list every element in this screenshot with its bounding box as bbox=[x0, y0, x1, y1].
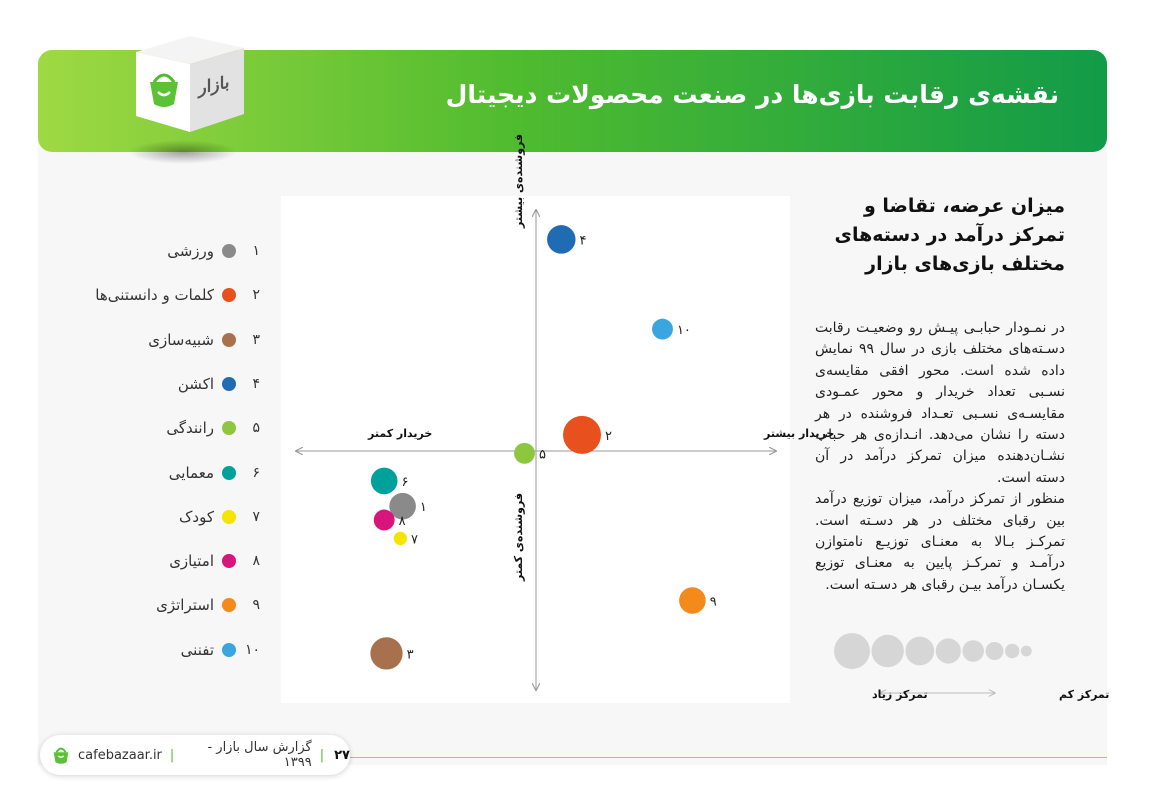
footer-separator: | bbox=[319, 747, 325, 763]
legend-item bbox=[169, 462, 260, 484]
legend-item bbox=[148, 329, 260, 351]
bubble-label: ۱۰ bbox=[676, 323, 691, 339]
circle-icon bbox=[222, 377, 236, 391]
legend-label: ورزشی bbox=[167, 242, 214, 260]
legend-label: کودک bbox=[179, 507, 214, 526]
side-description bbox=[815, 318, 1065, 596]
bubble-point bbox=[563, 416, 601, 454]
side-heading: میزان عرضه، تقاضا و تمرکز درآمد در دسته‌های مختلف بازی‌های بازار bbox=[834, 195, 1065, 275]
bubble-series bbox=[370, 225, 716, 669]
scale-dot bbox=[1005, 644, 1019, 658]
legend-number: ۸ bbox=[252, 553, 260, 570]
bubble-label: ۴ bbox=[579, 233, 587, 249]
circle-icon bbox=[222, 554, 236, 568]
bubble-label: ۶ bbox=[401, 474, 409, 490]
bubble-point bbox=[371, 468, 398, 495]
bubble-point bbox=[514, 443, 535, 464]
legend-number: ۲ bbox=[252, 287, 260, 304]
legend-label: تفننی bbox=[180, 640, 214, 659]
legend-label: استراتژی bbox=[156, 596, 214, 615]
bubble-point bbox=[374, 510, 395, 531]
legend-item bbox=[156, 594, 260, 616]
scale-dots bbox=[834, 633, 1032, 669]
bubble-label: ۷ bbox=[410, 532, 418, 548]
bubble-point bbox=[679, 587, 706, 614]
bubble-point bbox=[394, 532, 407, 545]
scale-dot bbox=[986, 642, 1004, 660]
page-number: ۲۷ bbox=[334, 747, 350, 763]
legend-label: امتیازی bbox=[169, 552, 214, 571]
legend-item bbox=[167, 240, 260, 262]
legend-label: کلمات و دانستنی‌ها bbox=[95, 286, 214, 305]
description-paragraph-1: در نمـودار حبابـی پیـش رو وضعیـت رقابت دسـته‌های مختلف بازی در سال ۹۹ نمایش داده شده است. محور افقی مقایسه‌ی نسـبی تعداد خریدار و محور عمـودی مقایسـه‌ی نسـبی تعـداد فروشنده در هر دسته را نشان می‌دهد. انـدازه‌ی هر حباب نشـان‌دهنده میزان تمرکز درآمد در آن دسته است. bbox=[815, 320, 1065, 486]
bubble-label: ۲ bbox=[605, 428, 612, 444]
legend-label: رانندگی bbox=[166, 419, 214, 438]
footer bbox=[40, 735, 350, 775]
bubble-point bbox=[547, 225, 576, 254]
x-axis-label-positive: خریدار بیشتر bbox=[764, 427, 835, 440]
legend-number: ۱ bbox=[252, 243, 260, 259]
legend-number: ۱۰ bbox=[244, 641, 260, 658]
legend-number: ۹ bbox=[252, 597, 260, 614]
circle-icon bbox=[222, 421, 236, 435]
bubble-point bbox=[370, 637, 402, 669]
scale-low-label: تمرکز کم bbox=[1059, 688, 1110, 701]
circle-icon bbox=[222, 510, 236, 524]
x-axis-label-negative: خریدار کمتر bbox=[368, 427, 433, 440]
scale-high-label: تمرکز زیاد bbox=[872, 688, 928, 701]
circle-icon bbox=[222, 466, 236, 480]
chart-panel bbox=[281, 133, 835, 703]
legend-number: ۴ bbox=[252, 375, 260, 392]
legend-item bbox=[169, 550, 260, 572]
bubble-label: ۳ bbox=[406, 647, 414, 663]
legend-number: ۶ bbox=[252, 464, 260, 481]
footer-site-link[interactable]: cafebazaar.ir bbox=[78, 747, 162, 763]
description-paragraph-2: منظور از تمرکز درآمد، میزان توزیع درآمد بین رقبای مختلف در هر دسـته است. تمرکـز بـالا به معنـای توزیـع نامتوازن درآمـد و تمرکـز پایین به معنـای توزیع یکسـان درآمد بیـن رقبای هر دسـته است. bbox=[815, 491, 1065, 593]
scale-dot bbox=[872, 635, 904, 667]
scale-dot bbox=[936, 638, 961, 663]
circle-icon bbox=[222, 643, 236, 657]
legend-number: ۳ bbox=[252, 331, 260, 348]
legend-label: معمایی bbox=[168, 463, 214, 482]
scale-dot bbox=[905, 637, 934, 666]
legend-item bbox=[179, 506, 260, 528]
bazaar-cube-logo bbox=[128, 30, 246, 135]
y-axis-label-negative: فروشنده‌ی کمتر bbox=[512, 492, 525, 581]
circle-icon bbox=[222, 598, 236, 612]
bag-icon bbox=[50, 744, 72, 766]
scale-dot bbox=[962, 640, 984, 662]
legend-item bbox=[95, 284, 260, 306]
legend-item bbox=[178, 373, 260, 395]
footer-divider bbox=[350, 757, 1107, 758]
y-axis-label-positive: فروشنده‌ی بیشتر bbox=[512, 133, 525, 228]
scale-dot bbox=[834, 633, 870, 669]
legend-item bbox=[181, 639, 260, 661]
legend-item bbox=[166, 417, 260, 439]
legend-label: شبیه‌سازی bbox=[148, 330, 214, 349]
bubble-label: ۹ bbox=[709, 594, 717, 610]
bubble-point bbox=[652, 319, 673, 340]
concentration-scale bbox=[820, 630, 1110, 710]
legend-number: ۷ bbox=[252, 508, 260, 525]
footer-report-title: گزارش سال بازار - ۱۳۹۹ bbox=[207, 740, 312, 770]
bubble-chart bbox=[281, 133, 835, 703]
page-title: نقشه‌ی رقابت بازی‌ها در صنعت محصولات دیجیتال bbox=[445, 80, 1059, 109]
bubble-label: ۵ bbox=[538, 447, 546, 463]
logo-shadow bbox=[128, 140, 238, 164]
logo-text: بازار bbox=[198, 71, 230, 98]
circle-icon bbox=[222, 288, 236, 302]
bubble-label: ۸ bbox=[398, 514, 406, 529]
circle-icon bbox=[222, 244, 236, 258]
scale-dot bbox=[1021, 646, 1032, 657]
footer-separator: | bbox=[169, 747, 175, 763]
legend-number: ۵ bbox=[252, 420, 260, 437]
legend-label: اکشن bbox=[177, 374, 214, 393]
circle-icon bbox=[222, 333, 236, 347]
bubble-label: ۱ bbox=[419, 500, 427, 516]
